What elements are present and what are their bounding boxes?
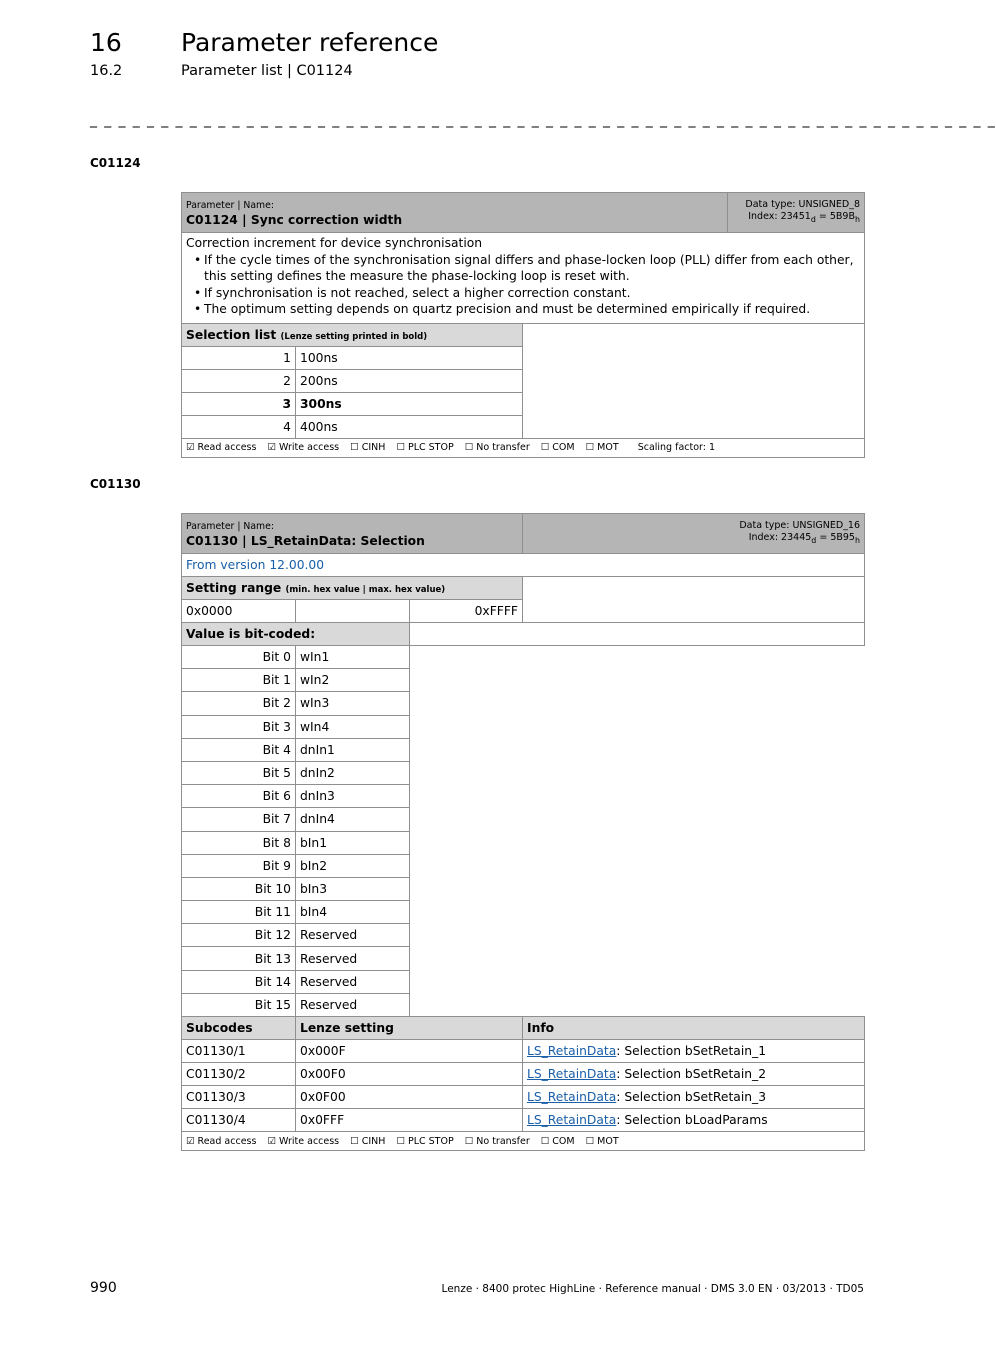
description-bullet: • If the cycle times of the synchronisation signal differs and phase-locken loop (PLL) differ from each other, this setting defines the measure the phase-locking loop is reset with.: [204, 252, 860, 285]
info-text: : Selection bSetRetain_1: [616, 1044, 767, 1058]
range-max: 0xFFFF: [410, 600, 523, 623]
page-number: 990: [90, 1280, 117, 1296]
flag-plc-stop: ☐ PLC STOP: [396, 442, 454, 453]
page-footer: Lenze · 8400 protec HighLine · Reference manual · DMS 3.0 EN · 03/2013 · TD05: [441, 1283, 864, 1295]
subcodes-col-header: Subcodes: [182, 1017, 296, 1040]
subcode: C01130/4: [182, 1109, 296, 1132]
name-label: Parameter | Name:: [186, 200, 274, 211]
bit-label: bIn3: [296, 877, 410, 900]
subcode-row: [182, 1063, 865, 1086]
bit-label: wIn2: [296, 669, 410, 692]
setting-range-header: Setting range (min. hex value | max. hex value): [182, 577, 523, 600]
bit-coded-header: Value is bit-coded:: [182, 623, 410, 646]
bit-label: Reserved: [296, 970, 410, 993]
bit-row: [182, 761, 865, 784]
lenze-setting-col-header: Lenze setting: [296, 1017, 523, 1040]
lenze-setting: 0x0FFF: [296, 1109, 523, 1132]
bit-row: [182, 669, 865, 692]
flag-com: ☐ COM: [540, 1135, 575, 1147]
bit-number: Bit 10: [182, 877, 296, 900]
subcode-info: [523, 1109, 865, 1132]
bit-number: Bit 12: [182, 924, 296, 947]
bit-label: dnIn3: [296, 785, 410, 808]
param-table-c01130: [181, 513, 865, 1151]
flag-no-transfer: ☐ No transfer: [464, 1135, 530, 1147]
bit-row: [182, 877, 865, 900]
lenze-setting: 0x0F00: [296, 1086, 523, 1109]
flag-com: ☐ COM: [540, 442, 575, 453]
bit-label: wIn4: [296, 715, 410, 738]
ls-retaindata-link[interactable]: LS_RetainData: [527, 1067, 617, 1081]
bit-row: [182, 854, 865, 877]
bit-number: Bit 1: [182, 669, 296, 692]
bit-row: [182, 808, 865, 831]
data-type-cell: [728, 193, 865, 233]
bit-number: Bit 15: [182, 993, 296, 1016]
info-text: : Selection bSetRetain_2: [616, 1067, 767, 1081]
data-type: Data type: UNSIGNED_8: [745, 199, 860, 211]
empty-area: [523, 577, 865, 623]
scaling-factor: Scaling factor: 1: [637, 442, 716, 453]
selection-note: (Lenze setting printed in bold): [280, 331, 428, 342]
selection-number: 4: [182, 415, 296, 438]
bit-number: Bit 11: [182, 901, 296, 924]
bit-label: dnIn1: [296, 738, 410, 761]
param-table-c01124: [181, 192, 865, 458]
param-index: Index: $23451_d = 5B9B_h$: [748, 211, 860, 224]
access-flags: [182, 438, 865, 457]
info-text: : Selection bLoadParams: [616, 1113, 768, 1127]
selection-list-header: Selection list (Lenze setting printed in bold): [182, 323, 523, 346]
bit-label: dnIn2: [296, 761, 410, 784]
subcode-info: [523, 1063, 865, 1086]
bit-label: bIn1: [296, 831, 410, 854]
lenze-setting: 0x00F0: [296, 1063, 523, 1086]
bit-number: Bit 3: [182, 715, 296, 738]
flag-read-access: ☑ Read access: [186, 1135, 257, 1147]
param-description: [182, 233, 865, 324]
ls-retaindata-link[interactable]: LS_RetainData: [527, 1090, 617, 1104]
bit-label: wIn3: [296, 692, 410, 715]
flag-no-transfer: ☐ No transfer: [464, 442, 530, 453]
lenze-setting: 0x000F: [296, 1040, 523, 1063]
description-bullet: • If synchronisation is not reached, select a higher correction constant.: [204, 285, 860, 302]
data-type: Data type: UNSIGNED_16: [739, 520, 860, 532]
bit-row: [182, 646, 865, 669]
bit-label: wIn1: [296, 646, 410, 669]
chapter-number: 16: [90, 28, 122, 57]
description-bullet: • The optimum setting depends on quartz precision and must be determined empirically if required.: [204, 301, 860, 318]
bit-row: [182, 924, 865, 947]
bit-number: Bit 2: [182, 692, 296, 715]
param-name: C01130 | LS_RetainData: Selection: [186, 534, 425, 548]
selection-number: 1: [182, 346, 296, 369]
param-name-cell: [182, 193, 728, 233]
ls-retaindata-link[interactable]: LS_RetainData: [527, 1044, 617, 1058]
selection-label: 300ns: [296, 392, 523, 415]
bit-number: Bit 7: [182, 808, 296, 831]
version-note: From version 12.00.00: [182, 554, 865, 577]
ls-retaindata-link[interactable]: LS_RetainData: [527, 1113, 617, 1127]
description-text: Correction increment for device synchronisation: [186, 236, 483, 250]
param-heading-c01124: C01124: [90, 156, 141, 170]
bit-row: [182, 785, 865, 808]
info-text: : Selection bSetRetain_3: [616, 1090, 767, 1104]
bit-row: [182, 692, 865, 715]
selection-number: 3: [182, 392, 296, 415]
bits-list: [182, 646, 865, 1017]
info-col-header: Info: [523, 1017, 865, 1040]
param-name-cell: [182, 514, 523, 554]
empty-area: [410, 623, 865, 646]
subcode: C01130/3: [182, 1086, 296, 1109]
description-bullets: [186, 252, 860, 318]
bit-row: [182, 947, 865, 970]
bit-number: Bit 9: [182, 854, 296, 877]
bit-row: [182, 970, 865, 993]
bit-row: [182, 901, 865, 924]
flag-mot: ☐ MOT: [585, 442, 619, 453]
bit-number: Bit 5: [182, 761, 296, 784]
bit-label: bIn2: [296, 854, 410, 877]
bit-label: Reserved: [296, 947, 410, 970]
access-flags: [182, 1132, 865, 1151]
subcode-row: [182, 1086, 865, 1109]
bit-row: [182, 715, 865, 738]
range-empty: [296, 600, 410, 623]
param-name: C01124 | Sync correction width: [186, 213, 403, 227]
bit-number: Bit 0: [182, 646, 296, 669]
subcode-row: [182, 1040, 865, 1063]
section-number: 16.2: [90, 63, 123, 79]
flag-write-access: ☑ Write access: [267, 442, 340, 453]
range-note: (min. hex value | max. hex value): [285, 585, 446, 595]
flag-plc-stop: ☐ PLC STOP: [396, 1135, 454, 1147]
name-label: Parameter | Name:: [186, 521, 274, 532]
bit-number: Bit 6: [182, 785, 296, 808]
bit-label: dnIn4: [296, 808, 410, 831]
bit-row: [182, 738, 865, 761]
flag-cinh: ☐ CINH: [350, 1135, 386, 1147]
data-type-cell: [523, 514, 865, 554]
subcode-info: [523, 1040, 865, 1063]
param-index: Index: $23445_d = 5B95_h$: [748, 532, 860, 545]
bit-label: Reserved: [296, 924, 410, 947]
section-title: Parameter list | C01124: [181, 63, 353, 79]
param-heading-c01130: C01130: [90, 477, 141, 491]
flag-mot: ☐ MOT: [585, 1135, 619, 1147]
bit-number: Bit 4: [182, 738, 296, 761]
bit-row: [182, 831, 865, 854]
bit-number: Bit 14: [182, 970, 296, 993]
subcode: C01130/1: [182, 1040, 296, 1063]
selection-label: 400ns: [296, 415, 523, 438]
flag-read-access: ☑ Read access: [186, 442, 257, 453]
selection-label: 200ns: [296, 369, 523, 392]
flag-write-access: ☑ Write access: [267, 1135, 340, 1147]
empty-area: [523, 323, 865, 438]
flag-cinh: ☐ CINH: [350, 442, 386, 453]
bit-number: Bit 13: [182, 947, 296, 970]
subcode-row: [182, 1109, 865, 1132]
separator-line: _ _ _ _ _ _ _ _ _ _ _ _ _ _ _ _ _ _ _ _ _ _ _ _ _ _ _ _ _ _ _ _ _ _ _ _ _ _ _ _ _ _ _ _ _ _ _ _ _ _ _ _ _ _ _ _ _ _ _ _ _ _ _ _: [90, 112, 996, 128]
bit-number: Bit 8: [182, 831, 296, 854]
range-min: 0x0000: [182, 600, 296, 623]
subcodes-list: [182, 1040, 865, 1132]
chapter-title: Parameter reference: [181, 28, 439, 57]
selection-label: 100ns: [296, 346, 523, 369]
bit-label: Reserved: [296, 993, 410, 1016]
bit-row: [182, 993, 865, 1016]
selection-number: 2: [182, 369, 296, 392]
subcode-info: [523, 1086, 865, 1109]
subcode: C01130/2: [182, 1063, 296, 1086]
bit-label: bIn4: [296, 901, 410, 924]
